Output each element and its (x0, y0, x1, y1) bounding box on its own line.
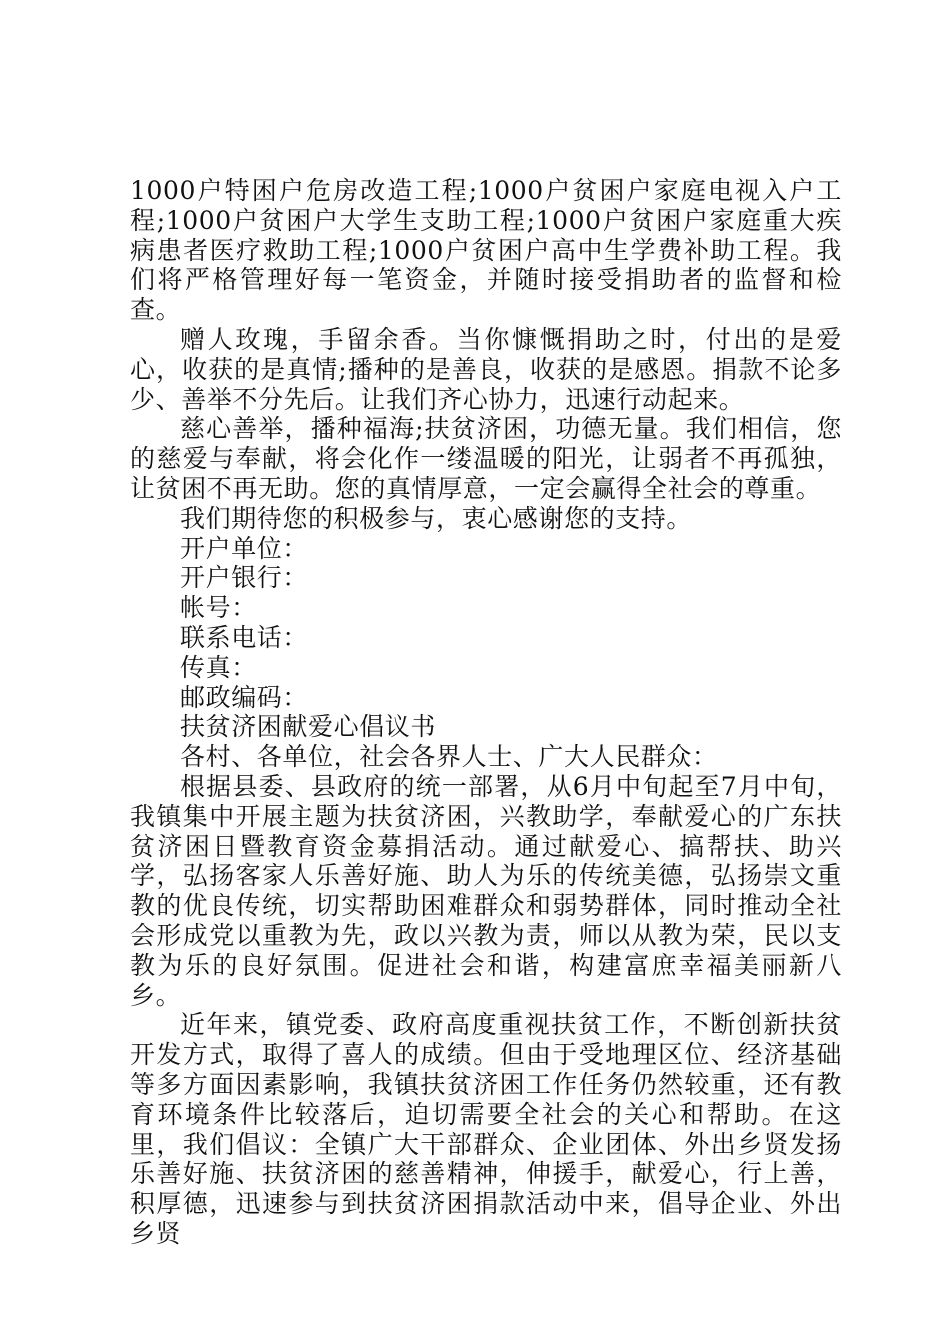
paragraph-recent-years: 近年来，镇党委、政府高度重视扶贫工作，不断创新扶贫开发方式，取得了喜人的成绩。但由于受地理区位、经济基础等多方面因素影响，我镇扶贫济困工作任务仍然较重，还有教育环境条件比较落后，迫切需要全社会的关心和帮助。在这里，我们倡议：全镇广大干部群众、企业团体、外出乡贤发扬乐善好施、扶贫济困的慈善精神，伸援手，献爱心，行上善，积厚德，迅速参与到扶贫济困捐款活动中来，倡导企业、外出乡贤 (130, 1010, 842, 1248)
paragraph-project-list: 1000户特困户危房改造工程;1000户贫困户家庭电视入户工程;1000户贫困户大学生支助工程;1000户贫困户家庭重大疾病患者医疗救助工程;1000户贫困户高中生学费补助工程。我们将严格管理好每一笔资金，并随时接受捐助者的监督和检查。 (130, 176, 842, 325)
paragraph-roses: 赠人玫瑰，手留余香。当你慷慨捐助之时，付出的是爱心，收获的是真情;播种的是善良，收获的是感恩。捐款不论多少、善举不分先后。让我们齐心协力，迅速行动起来。 (130, 324, 842, 414)
field-postal-code: 邮政编码： (180, 682, 309, 712)
document-body (130, 176, 842, 1249)
salutation: 各村、各单位，社会各界人士、广大人民群众： (180, 742, 718, 772)
field-account-number: 帐号： (180, 593, 257, 623)
proposal-title: 扶贫济困献爱心倡议书 (180, 712, 437, 742)
paragraph-deployment: 根据县委、县政府的统一部署，从6月中旬起至7月中旬，我镇集中开展主题为扶贫济困，兴教助学，奉献爱心的广东扶贫济困日暨教育资金募捐活动。通过献爱心、搞帮扶、助兴学，弘扬客家人乐善好施、助人为乐的传统美德，弘扬崇文重教的优良传统，切实帮助困难群众和弱势群体，同时推动全社会形成党以重教为先，政以兴教为责，师以从教为荣，民以支教为乐的良好氛围。促进社会和谐，构建富庶幸福美丽新八乡。 (130, 771, 842, 1010)
field-fax: 传真： (180, 652, 257, 682)
paragraph-kindness: 慈心善举，播种福海;扶贫济困，功德无量。我们相信，您的慈爱与奉献，将会化作一缕温暖的阳光，让弱者不再孤独，让贫困不再无助。您的真情厚意，一定会赢得全社会的尊重。 (130, 414, 842, 503)
field-account-bank: 开户银行： (180, 563, 309, 593)
paragraph-thanks: 我们期待您的积极参与，衷心感谢您的支持。 (180, 503, 693, 533)
field-account-unit: 开户单位： (180, 533, 309, 563)
field-contact-phone: 联系电话： (180, 622, 309, 652)
